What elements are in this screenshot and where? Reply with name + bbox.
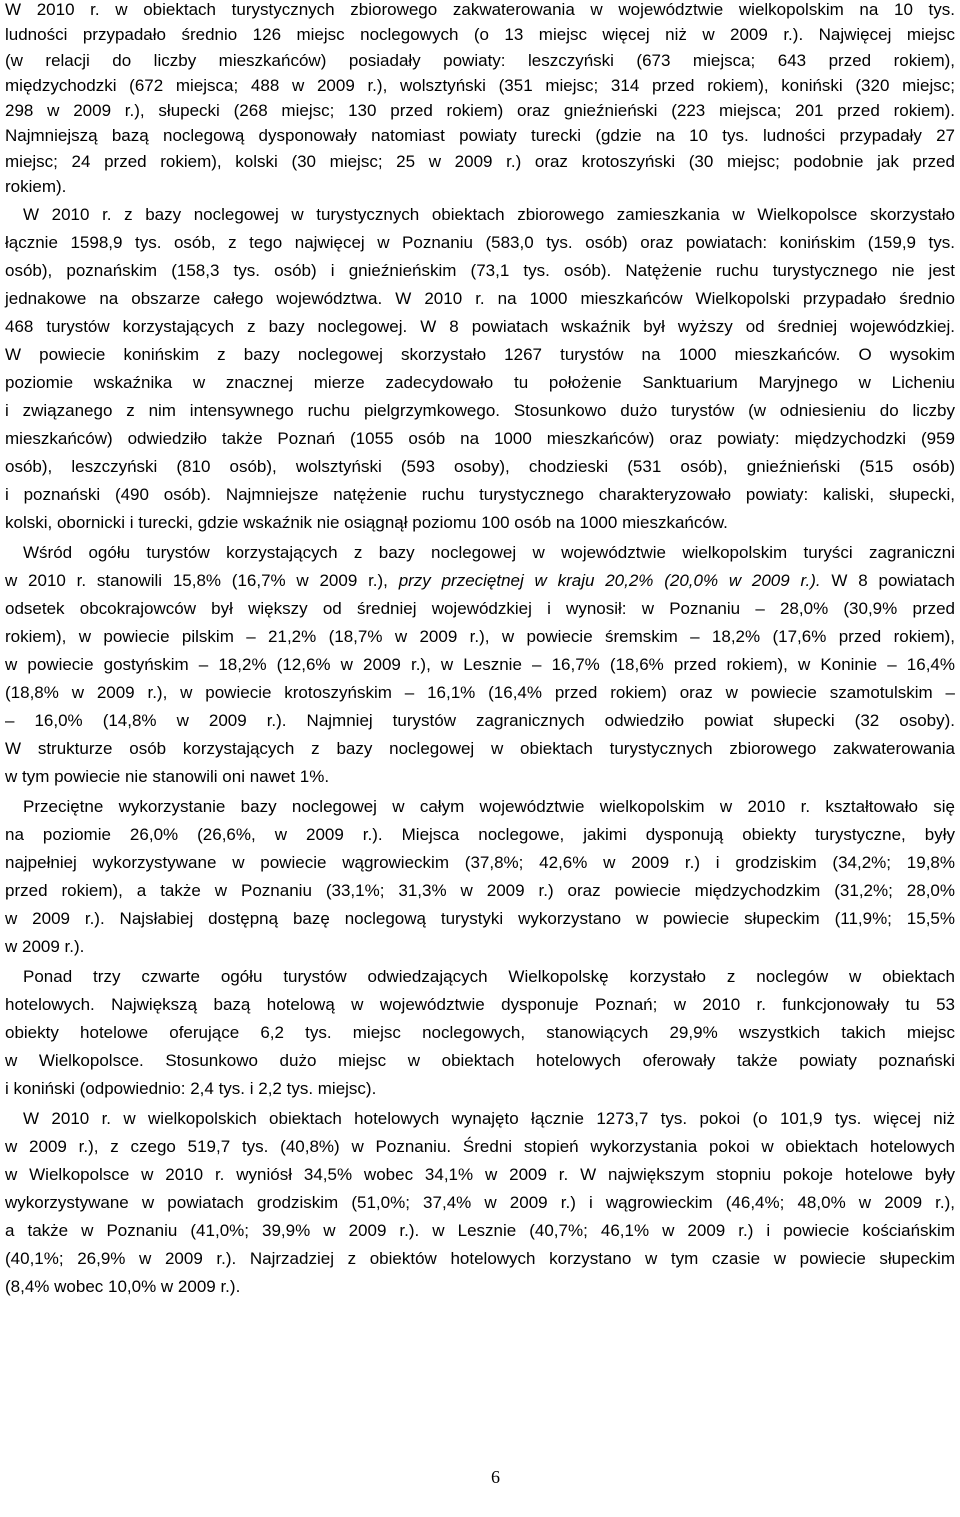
line-text: Przeciętne wykorzystanie bazy noclegowej w całym województwie wielkopolskim w 2010 r. kształtowało się: [23, 797, 955, 817]
line-text: w Wielkopolsce. Stosunkowo dużo miejsc w obiektach hotelowych oferowały także powiaty poznański: [5, 1051, 955, 1071]
text-line: [5, 123, 955, 148]
line-text: rokiem), w powiecie pilskim – 21,2% (18,7% w 2009 r.), w powiecie śremskim – 18,2% (17,6% przed rokiem),: [5, 627, 955, 647]
line-text: międzychodzki (672 miejsca; 488 w 2009 r.), wolsztyński (351 miejsc; 314 przed rokiem), koniński (320 miejsc;: [5, 75, 955, 95]
text-line: [5, 877, 955, 905]
text-line: [5, 48, 955, 73]
line-text: w 2009 r.), z czego 519,7 tys. (40,8%) w Poznaniu. Średni stopień wykorzystania pokoi w obiektach hotelowych: [5, 1137, 955, 1157]
text-line: [5, 1019, 955, 1047]
line-text: w 2009 r.).: [5, 937, 85, 957]
text-line: [5, 313, 955, 341]
text-line: [5, 651, 955, 679]
text-line: [5, 539, 955, 567]
line-text: W strukturze osób korzystających z bazy noclegowej w obiektach turystycznych zbiorowego zakwaterowania: [5, 739, 955, 759]
line-text: Wśród ogółu turystów korzystających z bazy noclegowej w województwie wielkopolskim turyści zagraniczni: [23, 543, 955, 563]
line-text: (18,8% w 2009 r.), w powiecie krotoszyńskim – 16,1% (16,4% przed rokiem) oraz w powiecie szamotulskim –: [5, 683, 955, 703]
text-line: [5, 1133, 955, 1161]
text-line: [5, 1047, 955, 1075]
text-line: [5, 963, 955, 991]
line-text: osób), leszczyński (810 osób), wolsztyński (593 osoby), chodzieski (531 osób), gnieźnieński (515 osób): [5, 457, 955, 477]
text-line: [5, 149, 955, 174]
paragraph: [5, 201, 955, 537]
line-text: (w relacji do liczby mieszkańców) posiadały powiaty: leszczyński (673 miejsca; 643 przed rokiem),: [5, 50, 955, 70]
text-line: [5, 509, 955, 537]
line-text: ludności przypadało średnio 126 miejsc noclegowych (o 13 miejsc więcej niż w 2009 r.). Najwięcej miejsc: [5, 25, 955, 45]
text-line: [5, 1189, 955, 1217]
line-text: najpełniej wykorzystywane w powiecie wągrowieckim (37,8%; 42,6% w 2009 r.) i grodziskim (34,2%; 19,8%: [5, 853, 955, 873]
line-text: 468 turystów korzystających z bazy noclegowej. W 8 powiatach wskaźnik był wyższy od średniej wojewódzkiej.: [5, 317, 955, 337]
text-line: [5, 933, 955, 961]
line-text: i poznański (490 osób). Najmniejsze natężenie ruchu turystycznego charakteryzowało powiaty: kaliski, słupecki,: [5, 485, 955, 505]
line-text: w tym powiecie nie stanowili oni nawet 1%.: [5, 767, 330, 787]
line-text: i związanego z nim intensywnego ruchu pielgrzymkowego. Stosunkowo dużo turystów (w odniesieniu do liczby: [5, 401, 955, 421]
line-text: Najmniejszą bazą noclegową dysponowały natomiast powiaty turecki (gdzie na 10 tys. ludności przypadały 27: [5, 126, 955, 146]
italic-segment: przy przeciętnej w kraju 20,2% (20,0% w 2009 r.).: [398, 571, 821, 591]
text-line: [5, 1217, 955, 1245]
line-segment: w 2010 r. stanowili 15,8% (16,7% w 2009 r.),: [5, 571, 399, 591]
text-line: [5, 595, 955, 623]
text-line: [5, 1075, 955, 1103]
text-line: [5, 849, 955, 877]
line-text: (8,4% wobec 10,0% w 2009 r.).: [5, 1277, 241, 1297]
text-line: [5, 257, 955, 285]
text-line: [5, 229, 955, 257]
line-text: poziomie wskaźnika w znacznej mierze zadecydowało tu położenie Sanktuarium Maryjnego w Licheniu: [5, 373, 955, 393]
line-text: hotelowych. Największą bazą hotelową w województwie dysponuje Poznań; w 2010 r. funkcjonowały tu 53: [5, 995, 955, 1015]
line-text: w 2009 r.). Najsłabiej dostępną bazę noclegową turystyki wykorzystano w powiecie słupeckim (11,9%; 15,5%: [5, 909, 955, 929]
text-line: [5, 567, 955, 595]
text-line: [5, 22, 955, 47]
text-line: [5, 679, 955, 707]
line-text: (40,1%; 26,9% w 2009 r.). Najrzadziej z obiektów hotelowych korzystano w tym czasie w powiecie słupeckim: [5, 1249, 955, 1269]
text-line: [5, 735, 955, 763]
text-line: [5, 991, 955, 1019]
line-text: osób), poznańskim (158,3 tys. osób) i gnieźnieńskim (73,1 tys. osób). Natężenie ruchu turystycznego nie jest: [5, 261, 955, 281]
paragraph: [5, 539, 955, 791]
paragraph: [5, 963, 955, 1103]
paragraph: [5, 1105, 955, 1301]
text-line: [5, 1161, 955, 1189]
line-text: w Wielkopolsce w 2010 r. wyniósł 34,5% wobec 34,1% w 2009 r. W największym stopniu pokoje hotelowe były: [5, 1165, 955, 1185]
line-text: wykorzystywane w powiatach grodziskim (51,0%; 37,4% w 2009 r.) i wągrowieckim (46,4%; 48,0% w 2009 r.),: [5, 1193, 955, 1213]
text-line: [5, 285, 955, 313]
line-text: i koniński (odpowiednio: 2,4 tys. i 2,2 tys. miejsc).: [5, 1079, 377, 1099]
line-text: rokiem).: [5, 177, 67, 197]
line-text: a także w Poznaniu (41,0%; 39,9% w 2009 r.). w Lesznie (40,7%; 46,1% w 2009 r.) i powiecie kościańskim: [5, 1221, 955, 1241]
paragraph: [5, 0, 955, 199]
paragraph: [5, 793, 955, 961]
text-line: [5, 1273, 955, 1301]
page-number: 6: [491, 1467, 500, 1487]
text-line: [5, 821, 955, 849]
text-line: [5, 1105, 955, 1133]
text-line: [5, 707, 955, 735]
line-text: miejsc; 24 przed rokiem), kolski (30 miejsc; 25 w 2009 r.) oraz krotoszyński (30 miejsc; podobnie jak przed: [5, 151, 955, 171]
line-text: mieszkańców) odwiedziło także Poznań (1055 osób na 1000 mieszkańców) oraz powiaty: międzychodzki (959: [5, 429, 955, 449]
line-text: Ponad trzy czwarte ogółu turystów odwiedzających Wielkopolskę korzystało z noclegów w obiektach: [23, 967, 955, 987]
line-text: jednakowe na obszarze całego województwa. W 2010 r. na 1000 mieszkańców Wielkopolski przypadało średnio: [5, 289, 955, 309]
text-line: [5, 369, 955, 397]
text-line: [5, 793, 955, 821]
line-text: W 2010 r. w wielkopolskich obiektach hotelowych wynajęto łącznie 1273,7 tys. pokoi (o 101,9 tys. więcej niż: [23, 1109, 955, 1129]
line-text: [5, 567, 955, 595]
text-line: [5, 481, 955, 509]
text-line: [5, 341, 955, 369]
line-segment: W 8 powiatach: [820, 571, 955, 591]
line-text: kolski, obornicki i turecki, gdzie wskaźnik nie osiągnął poziomu 100 osób na 1000 mieszkańców.: [5, 513, 728, 533]
text-line: [5, 763, 955, 791]
line-text: w powiecie gostyńskim – 18,2% (12,6% w 2009 r.), w Lesznie – 16,7% (18,6% przed rokiem), w Koninie – 16,4%: [5, 655, 955, 675]
line-text: przed rokiem), a także w Poznaniu (33,1%; 31,3% w 2009 r.) oraz powiecie międzychodzkim (31,2%; 28,0%: [5, 881, 955, 901]
line-text: W 2010 r. w obiektach turystycznych zbiorowego zakwaterowania w województwie wielkopolskim na 10 tys.: [5, 0, 955, 19]
line-text: W 2010 r. z bazy noclegowej w turystycznych obiektach zbiorowego zamieszkania w Wielkopolsce skorzystało: [23, 205, 955, 225]
line-text: obiekty hotelowe oferujące 6,2 tys. miejsc noclegowych, stanowiących 29,9% wszystkich takich miejsc: [5, 1023, 955, 1043]
line-text: – 16,0% (14,8% w 2009 r.). Najmniej turystów zagranicznych odwiedziło powiat słupecki (32 osoby).: [5, 711, 955, 731]
text-line: [5, 98, 955, 123]
text-line: [5, 73, 955, 98]
line-text: łącznie 1598,9 tys. osób, z tego najwięcej w Poznaniu (583,0 tys. osób) oraz powiatach: konińskim (159,9 tys.: [5, 233, 955, 253]
text-line: [5, 0, 955, 22]
line-text: 298 w 2009 r.), słupecki (268 miejsc; 130 przed rokiem) oraz gnieźnieński (223 miejsca; 201 przed rokiem).: [5, 101, 955, 121]
text-line: [5, 425, 955, 453]
text-line: [5, 397, 955, 425]
line-text: odsetek obcokrajowców był większy od średniej wojewódzkiej i wynosił: w Poznaniu – 28,0% (30,9% przed: [5, 599, 955, 619]
document-body: [5, 0, 955, 1301]
text-line: [5, 453, 955, 481]
text-line: [5, 174, 955, 199]
text-line: [5, 623, 955, 651]
text-line: [5, 905, 955, 933]
line-text: W powiecie konińskim z bazy noclegowej skorzystało 1267 turystów na 1000 mieszkańców. O wysokim: [5, 345, 955, 365]
text-line: [5, 201, 955, 229]
line-text: na poziomie 26,0% (26,6%, w 2009 r.). Miejsca noclegowe, jakimi dysponują obiekty turystyczne, były: [5, 825, 955, 845]
text-line: [5, 1245, 955, 1273]
